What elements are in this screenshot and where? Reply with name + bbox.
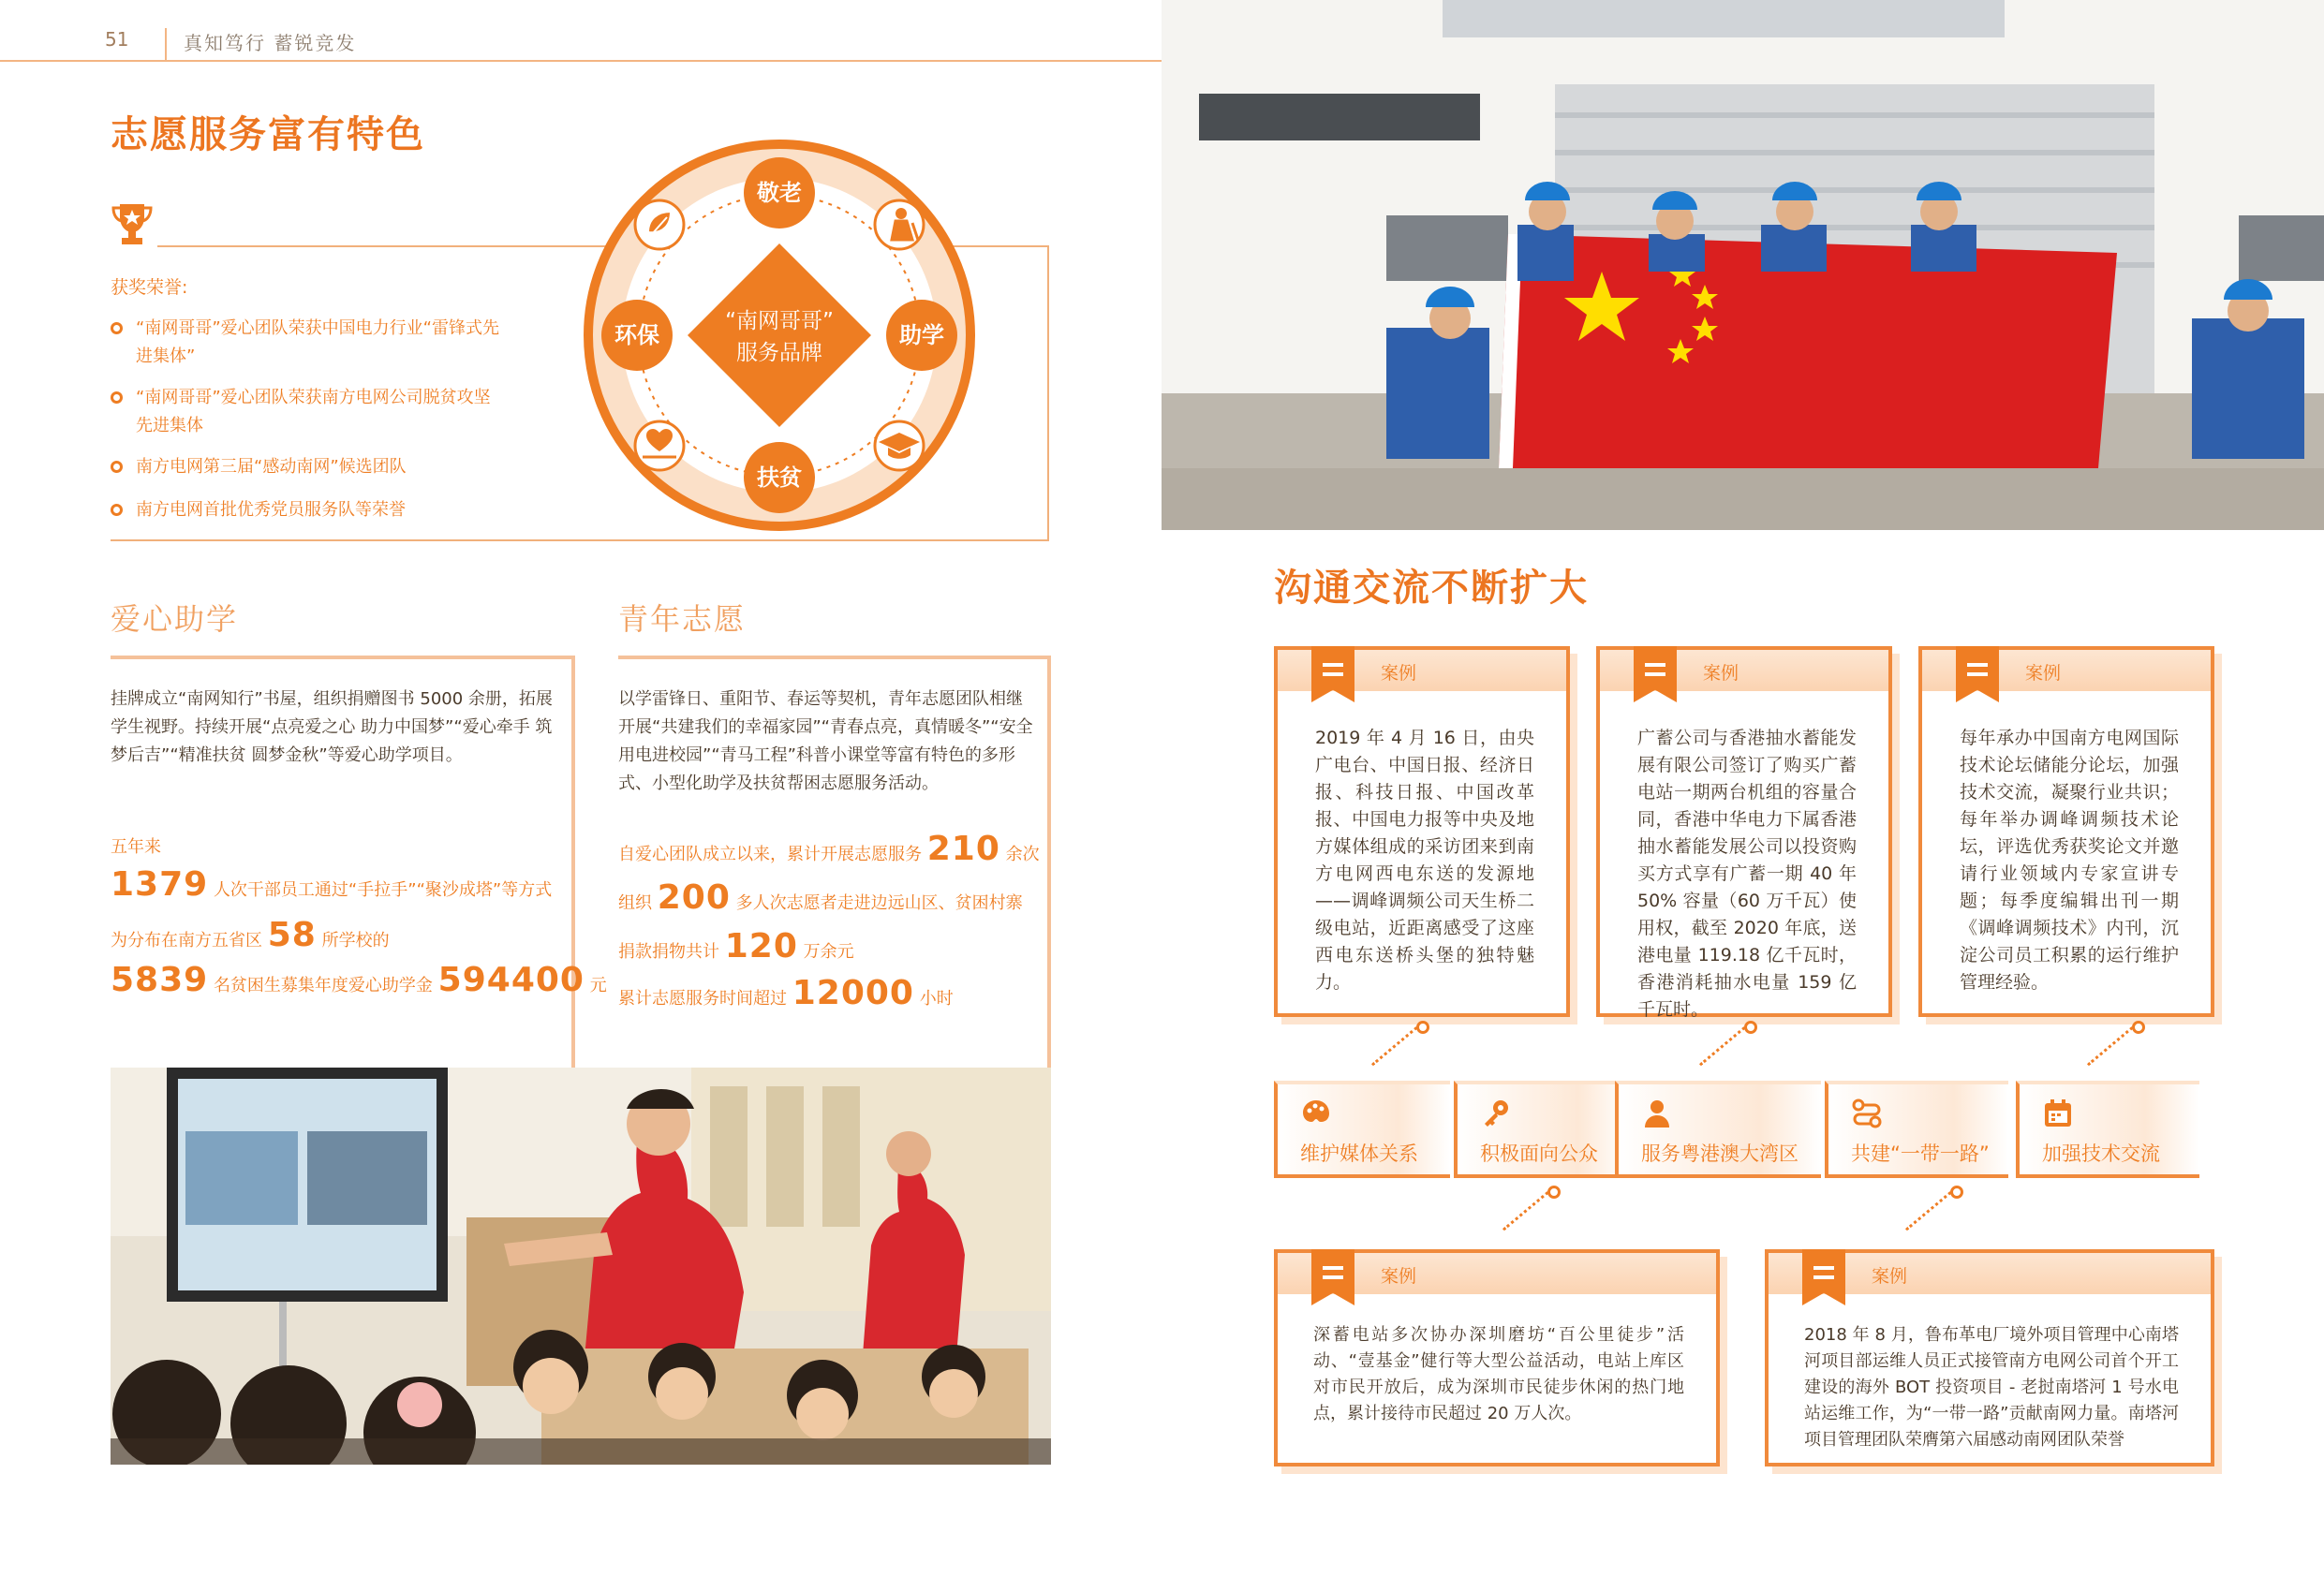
- youth-stat-line1: 自爱心团队成立以来，累计开展志愿服务 210 余次: [618, 830, 1040, 868]
- case-label: 案例: [2025, 663, 2062, 684]
- study-stat-line1: 1379 人次干部员工通过“手拉手”“聚沙成塔”等方式: [111, 865, 553, 904]
- stat-number: 594400: [437, 961, 585, 999]
- case-text: 每年承办中国南方电网国际技术论坛储能分论坛，加强技术交流，凝聚行业共识；每年举办调峰调频技术论坛，评选优秀获奖论文并邀请行业领域内专家宣讲专题；每季度编辑出刊一期《调峰调频技术》内刊，沉淀公司员工积累的运行维护管理经验。: [1960, 728, 2179, 993]
- award-item: 南方电网第三届“感动南网”候选团队: [111, 453, 504, 481]
- stat-number: 12000: [792, 974, 914, 1012]
- award-item: “南网哥哥”爱心团队荣获南方电网公司脱贫攻坚先进集体: [111, 384, 504, 440]
- section-title-exchange: 沟通交流不断扩大: [1274, 567, 1589, 610]
- key-icon: [1480, 1098, 1512, 1129]
- connector: [1502, 1191, 1548, 1231]
- case-label: 案例: [1381, 1266, 1417, 1287]
- tab-greater-bay-area[interactable]: [1615, 1081, 1821, 1178]
- case-card: [1596, 646, 1892, 1020]
- connector-node: [1547, 1186, 1561, 1199]
- case-label: 案例: [1381, 663, 1417, 684]
- youth-top-rule: [618, 656, 1051, 659]
- study-period: 五年来: [111, 837, 161, 857]
- connector-node: [1744, 1021, 1757, 1034]
- stat-number: 120: [724, 927, 798, 965]
- youth-paragraph: 以学雷锋日、重阳节、春运等契机，青年志愿团队相继开展“共建我们的幸福家园”“青春点亮，真情暖冬”“安全用电进校园”“青马工程”科普小课堂等富有特色的多形式、小型化助学及扶贫帮困志愿服务活动。: [618, 689, 1033, 793]
- tab-label: 共建“一带一路”: [1851, 1142, 1990, 1165]
- study-top-rule: [111, 656, 575, 659]
- bookmark-icon: [1634, 646, 1677, 702]
- study-stat-line3: 5839 名贫困生募集年度爱心助学金 594400 元: [111, 961, 607, 999]
- header-divider: [165, 28, 167, 60]
- award-item: “南网哥哥”爱心团队荣获中国电力行业“雷锋式先进集体”: [111, 315, 504, 371]
- youth-stat-line2: 组织 200 多人次志愿者走进边远山区、贫困村寨: [618, 878, 1023, 917]
- case-label: 案例: [1872, 1266, 1908, 1287]
- connector: [1905, 1191, 1951, 1231]
- case-card: [1918, 646, 2214, 1017]
- connector-node: [2132, 1021, 2145, 1034]
- tab-tech-exchange[interactable]: [2016, 1081, 2199, 1178]
- route-icon: [1851, 1098, 1883, 1129]
- section-title-volunteer: 志愿服务富有特色: [111, 113, 425, 156]
- study-stat-line2: 为分布在南方五省区 58 所学校的: [111, 916, 390, 954]
- wheel-center-line1: “南网哥哥”: [725, 309, 834, 333]
- section-title-study: 爱心助学: [111, 601, 239, 637]
- connector: [2087, 1026, 2133, 1066]
- bookmark-icon: [1802, 1249, 1845, 1305]
- person-icon: [1641, 1098, 1673, 1129]
- page-number: 51: [105, 28, 129, 51]
- classroom-photo: [111, 1068, 1051, 1465]
- stat-number: 200: [657, 878, 731, 917]
- service-brand-wheel: [579, 135, 980, 536]
- bullet-icon: [111, 504, 123, 516]
- calendar-icon: [2042, 1098, 2074, 1129]
- bullet-icon: [111, 322, 123, 334]
- tab-label: 服务粤港澳大湾区: [1641, 1142, 1799, 1165]
- tab-belt-and-road[interactable]: [1825, 1081, 2008, 1178]
- header-rule: [0, 60, 1162, 62]
- tab-label: 加强技术交流: [2042, 1142, 2160, 1165]
- case-text: 广蓄公司与香港抽水蓄能发展有限公司签订了购买广蓄电站一期两台机组的容量合同，香港中华电力下属香港抽水蓄能发展公司以投资购买方式享有广蓄一期 40 年 50% 容量（60 万千瓦）使用权，截至 2020 年底，送港电量 119.18 亿千瓦时，香港消耗抽水电量 159 亿千瓦时。: [1637, 728, 1857, 1020]
- case-text: 2018 年 8 月，鲁布革电厂境外项目管理中心南塔河项目部运维人员正式接管南方电网公司首个开工建设的海外 BOT 投资项目 - 老挝南塔河 1 号水电站运维工作，为“一带一路”贡献南网力量。南塔河项目管理团队荣膺第六届感动南网团队荣誉: [1804, 1325, 2179, 1450]
- wheel-center-line2: 服务品牌: [736, 341, 822, 365]
- stat-number: 210: [926, 830, 1000, 868]
- award-item: 南方电网首批优秀党员服务队等荣誉: [111, 496, 504, 524]
- awards-label: 获奖荣誉:: [111, 277, 188, 298]
- flag-team-photo: [1162, 0, 2324, 530]
- connector-node: [1950, 1186, 1963, 1199]
- connector: [1371, 1026, 1417, 1066]
- running-title: 真知笃行 蓄锐竞发: [184, 32, 357, 54]
- case-card: [1274, 1249, 1720, 1466]
- stat-number: 1379: [111, 865, 209, 904]
- wheel-left-label: 环保: [614, 322, 659, 348]
- awards-side-rule: [1047, 245, 1049, 540]
- youth-side-rule: [1047, 656, 1051, 1068]
- wheel-right-label: 助学: [899, 322, 944, 348]
- bullet-icon: [111, 391, 123, 404]
- tab-public-outreach[interactable]: [1454, 1081, 1630, 1178]
- tab-media-relations[interactable]: [1274, 1081, 1450, 1178]
- study-paragraph: 挂牌成立“南网知行”书屋，组织捐赠图书 5000 余册，拓展学生视野。持续开展“点亮爱之心 助力中国梦”“爱心牵手 筑梦后吉”“精准扶贫 圆梦金秋”等爱心助学项目。: [111, 689, 553, 765]
- tab-label: 积极面向公众: [1480, 1142, 1598, 1165]
- bookmark-icon: [1956, 646, 1999, 702]
- youth-stat-line3: 捐款捐物共计 120 万余元: [618, 927, 854, 965]
- case-text: 2019 年 4 月 16 日，由央广电台、中国日报、经济日报、科技日报、中国改革报、中国电力报等中央及地方媒体组成的采访团来到南方电网西电东送的发源地——调峰调频公司天生桥二级电站，近距离感受了这座西电东送桥头堡的独特魅力。: [1315, 728, 1534, 993]
- section-title-youth: 青年志愿: [618, 601, 747, 637]
- bullet-icon: [111, 461, 123, 473]
- stat-number: 58: [267, 916, 317, 954]
- youth-stat-line4: 累计志愿服务时间超过 12000 小时: [618, 974, 954, 1012]
- bookmark-icon: [1311, 1249, 1354, 1305]
- palette-icon: [1300, 1098, 1332, 1129]
- awards-bottom-rule: [111, 539, 1049, 541]
- case-label: 案例: [1703, 663, 1739, 684]
- case-card: [1274, 646, 1570, 1017]
- case-text: 深蓄电站多次协办深圳磨坊“百公里徒步”活动、“壹基金”健行等大型公益活动，电站上库区对市民开放后，成为深圳市民徒步休闲的热门地点，累计接待市民超过 20 万人次。: [1313, 1325, 1684, 1423]
- wheel-bottom-label: 扶贫: [757, 464, 802, 491]
- connector: [1699, 1026, 1745, 1066]
- trophy-icon: [111, 200, 154, 249]
- connector-node: [1416, 1021, 1429, 1034]
- wheel-top-label: 敬老: [757, 180, 802, 206]
- tab-label: 维护媒体关系: [1300, 1142, 1418, 1165]
- study-side-rule: [571, 656, 575, 1068]
- case-card: [1765, 1249, 2214, 1466]
- stat-number: 5839: [111, 961, 209, 999]
- bookmark-icon: [1311, 646, 1354, 702]
